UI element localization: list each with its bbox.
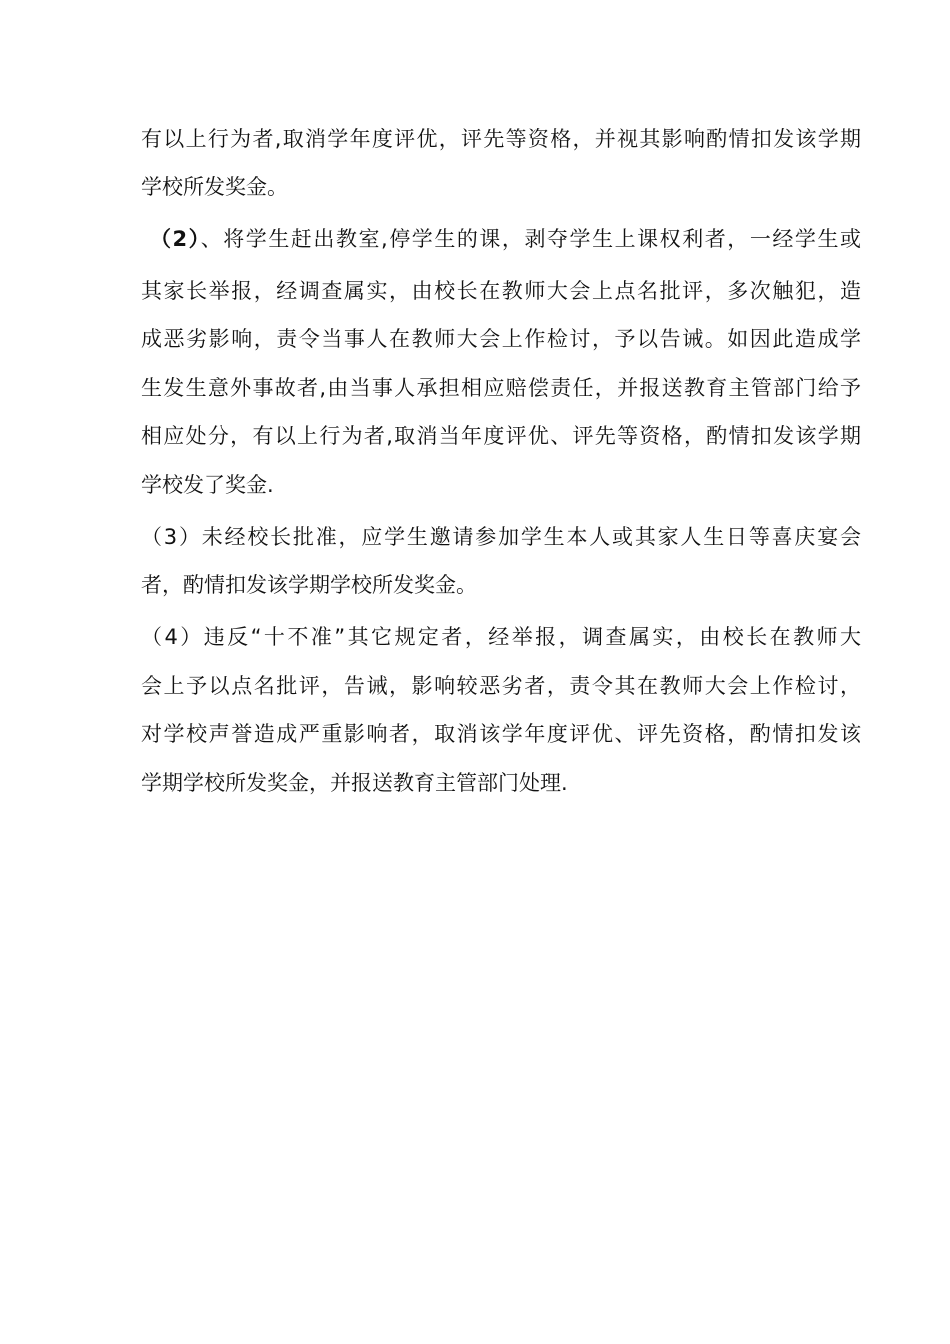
text-line: 生发生意外事故者,由当事人承担相应赔偿责任，并报送教育主管部门给予 [141, 376, 861, 400]
text-line: 其家长举报，经调查属实，由校长在教师大会上点名批评，多次触犯，造 [141, 279, 861, 303]
text-line: 有以上行为者,取消学年度评优，评先等资格，并视其影响酌情扣发该学期 [141, 127, 861, 151]
text-line: 学校所发奖金。 [141, 175, 288, 199]
text-line: 对学校声誉造成严重影响者，取消该学年度评优、评先资格，酌情扣发该 [141, 722, 861, 746]
item-4-line: （4）违反“十不准”其它规定者，经举报，调查属实，由校长在教师大 [141, 625, 861, 649]
text-line: 学期学校所发奖金，并报送教育主管部门处理. [141, 771, 568, 795]
item-2-first-line [150, 221, 861, 257]
text-line: 成恶劣影响，责令当事人在教师大会上作检讨，予以告诫。如因此造成学 [141, 327, 861, 351]
text-line: 相应处分，有以上行为者,取消当年度评优、评先等资格，酌情扣发该学期 [141, 424, 861, 448]
item-2-text: 、将学生赶出教室,停学生的课，剥夺学生上课权利者，一经学生或 [200, 227, 861, 251]
item-2-number: （2） [150, 227, 201, 251]
item-3-line: （3）未经校长批准，应学生邀请参加学生本人或其家人生日等喜庆宴会 [141, 525, 861, 549]
text-line: 学校发了奖金. [141, 473, 274, 497]
text-line: 会上予以点名批评，告诫，影响较恶劣者，责令其在教师大会上作检讨， [141, 674, 861, 698]
text-line: 者，酌情扣发该学期学校所发奖金。 [141, 573, 477, 597]
